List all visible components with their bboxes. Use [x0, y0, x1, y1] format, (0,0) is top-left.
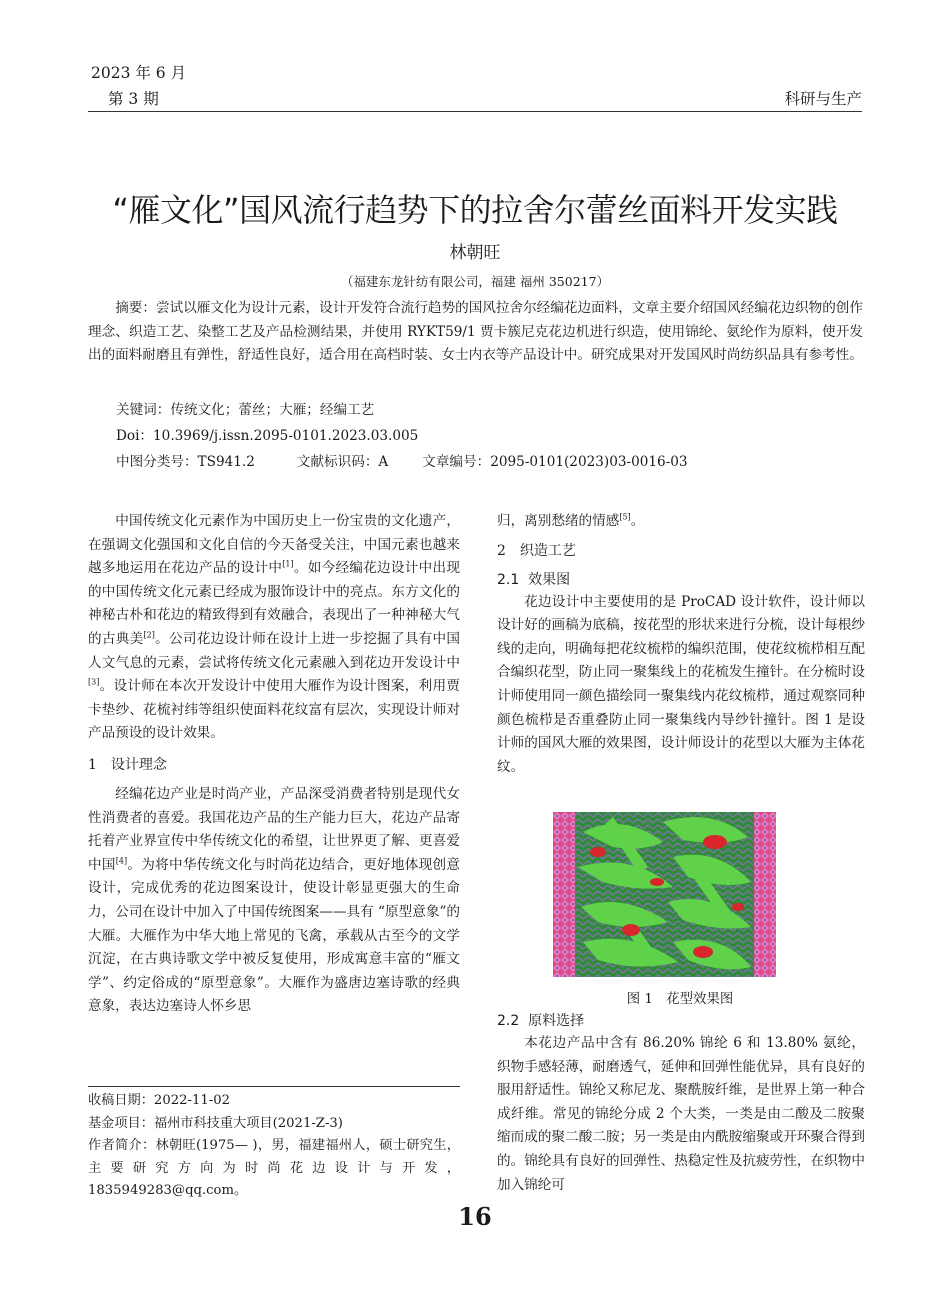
right-column-lower [497, 1010, 865, 1197]
citation-2: [2] [143, 630, 155, 640]
author-bio: 作者简介：林朝旺(1975— )，男，福建福州人，硕士研究生，主要研究方向为时尚花边设计与开发，1835949283@qq.com。 [88, 1138, 460, 1199]
doi: Doi：10.3969/j.issn.2095-0101.2023.03.005 [116, 428, 419, 444]
section-1-heading: 1 设计理念 [88, 756, 167, 773]
received-date: 收稿日期：2022-11-02 [88, 1093, 230, 1108]
abstract-block [88, 297, 863, 368]
author-name: 林朝旺 [449, 243, 501, 263]
subsection-2-2-heading: 2.2 原料选择 [497, 1013, 585, 1029]
right-column [497, 510, 865, 779]
subsection-2-2-paragraph: 本花边产品中含有 86.20% 锦纶 6 和 13.80% 氨纶，织物手感轻薄，耐磨透气，延伸和回弹性能优异，具有良好的服用舒适性。锦纶又称尼龙、聚酰胺纤维，是世界上第一种合成纤维。常见的锦纶分成 2 个大类，一类是由二酸及二胺聚缩而成的聚二酸二胺；另一类是由内酰胺缩聚或开环聚合得到的。锦纶具有良好的回弹性、热稳定性及抗疲劳性，在织物中加入锦纶可 [497, 1035, 865, 1193]
clc-number: 中图分类号：TS941.2 [116, 454, 255, 470]
classification-line [116, 450, 688, 470]
footnote-rule [88, 1086, 460, 1087]
subsection-2-1-paragraph: 花边设计中主要使用的是 ProCAD 设计软件，设计师以设计好的画稿为底稿，按花型的形状来进行分梳，设计每根纱线的走向，明确每把花纹梳栉的编织范围，使花纹梳栉相互配合编织花型，防止同一聚集线上的花梳发生撞针。在分梳时设计师使用同一颜色描绘同一聚集线内花纹梳栉，通过观察同种颜色梳栉是否重叠防止同一聚集线内导纱针撞针。图 1 是设计师的国风大雁的效果图，设计师设计的花型以大雁为主体花纹。 [497, 593, 865, 775]
citation-1: [1] [282, 559, 294, 569]
article-title: “雁文化”国风流行趋势下的拉舍尔蕾丝面料开发实践 [112, 191, 838, 229]
citation-3: [3] [88, 677, 100, 687]
footnotes [88, 1090, 460, 1203]
keywords: 关键词：传统文化；蕾丝；大雁；经编工艺 [116, 402, 375, 418]
issue-date: 2023 年 6 月 [91, 64, 187, 82]
header-rule [88, 111, 862, 112]
continued-paragraph: 归，离别愁绪的情感[5]。 [497, 512, 645, 529]
section-2-heading: 2 织造工艺 [497, 542, 576, 559]
intro-paragraph: 中国传统文化元素作为中国历史上一份宝贵的文化遗产，在强调文化强国和文化自信的今天备受关注，中国元素也越来越多地运用在花边产品的设计中[1]。如今经编花边设计中出现的中国传统文化元素已经成为服饰设计中的亮点。东方文化的神秘古朴和花边的精致得到有效融合，表现出了一种神秘大气的古典美[2]。公司花边设计师在设计上进一步挖掘了具有中国人文气息的元素，尝试将传统文化元素融入到花边开发设计中[3]。设计师在本次开发设计中使用大雁作为设计图案，利用贾卡垫纱、花梳衬纬等组织使面料花纹富有层次，实现设计师对产品预设的设计效果。 [88, 513, 461, 742]
section-1-paragraph: 经编花边产业是时尚产业，产品深受消费者特别是现代女性消费者的喜爱。我国花边产品的生产能力巨大，花边产品寄托着产业界宣传中华传统文化的希望，让世界更了解、更喜爱中国[4]。为将中华传统文化与时尚花边结合，更好地体现创意设计，完成优秀的花边图案设计，使设计彰显更强大的生命力，公司在设计中加入了中国传统图案——具有 “原型意象”的大雁。大雁作为中华大地上常见的飞禽，承载从古至今的文学沉淀，在古典诗歌文学中被反复使用，形成寓意丰富的“雁文学”、约定俗成的“原型意象”。大雁作为盛唐边塞诗歌的经典意象，表达边塞诗人怀乡思 [88, 785, 461, 1015]
figure-1-lace-pattern [553, 812, 776, 977]
author-affiliation: （福建东龙针纺有限公司，福建 福州 350217） [340, 274, 610, 289]
figure-1-caption: 图 1 花型效果图 [626, 992, 734, 1007]
document-code: 文献标识码：A [296, 454, 389, 470]
subsection-2-1-heading: 2.1 效果图 [497, 571, 571, 588]
abstract-text: 摘要：尝试以雁文化为设计元素，设计开发符合流行趋势的国风拉舍尔经编花边面料，文章主要介绍国风经编花边织物的创作理念、织造工艺、染整工艺及产品检测结果，并使用 RYKT59/1 贾卡簇尼克花边机进行织造，使用锦纶、氨纶作为原料，使开发出的面料耐磨且有弹性，舒适性良好，适合用在高档时装、女士内衣等产品设计中。研究成果对开发国风时尚纺织品具有参考性。 [88, 300, 863, 364]
issue-number: 第 3 期 [108, 90, 159, 108]
journal-name: 科研与生产 [784, 90, 862, 108]
citation-4: [4] [115, 856, 128, 866]
article-number: 文章编号：2095-0101(2023)03-0016-03 [422, 454, 688, 470]
right-lace-border [754, 812, 776, 977]
page-number: 16 [458, 1202, 492, 1231]
fund-project: 基金项目：福州市科技重大项目(2021-Z-3) [88, 1115, 343, 1131]
left-column [88, 510, 460, 1019]
left-lace-border [553, 812, 575, 977]
citation-5: [5] [619, 512, 631, 522]
